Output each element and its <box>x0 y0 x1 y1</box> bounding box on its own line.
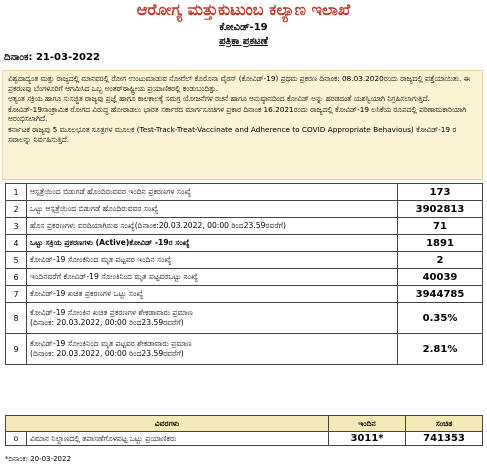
header-today: ಇಂದಿನ <box>329 416 406 432</box>
table-row <box>6 432 483 446</box>
table-row <box>6 303 483 334</box>
row-value: 0.35% <box>398 303 483 334</box>
row-description: ಇಂದಿನವರೆಗೆ ಕೋವಿಡ್-19 ಸೋಂಕಿನಿಂದ ಮೃತ ಪಟ್ಟವರಒಟ್ಟು ಸಂಖ್ಯೆ <box>27 269 398 286</box>
row-description: ಒಟ್ಟು ಆಸ್ಪತ್ರೆಯಿಂದ ಬಿಡುಗಡೆ ಹೊಂದಿರುವವರ ಸಂಖ್ಯೆ <box>27 201 398 218</box>
row-description-date: (ದಿನಾಂಕ: 20.03.2022, 00:00 ರಿಂದ23.59ರವರೆಗೆ) <box>30 318 184 327</box>
row-value: 3944785 <box>398 286 483 303</box>
row-value: 40039 <box>398 269 483 286</box>
row-description: ಕೋವಿಡ್-19 ಖಚಿತ ಪ್ರಕರಣಗಳ ಒಟ್ಟು ಸಂಖ್ಯೆ <box>27 286 398 303</box>
row-value: 173 <box>398 184 483 201</box>
row-description-main: ಕೋವಿಡ್-19 ಸೋಂಕಿನ ಖಚಿತ ಪ್ರಕರಣಗಳ ಶೇಕಡಾವಾರು ಪ್ರಮಾಣ <box>30 308 193 317</box>
row-value: 1891 <box>398 235 483 252</box>
row-number: 9 <box>6 334 27 365</box>
table-header-row <box>6 416 483 432</box>
table-row <box>6 201 483 218</box>
row-number: o <box>6 432 27 446</box>
release-date: ದಿನಾಂಕ: 21-03-2022 <box>4 52 100 63</box>
table-row <box>6 286 483 303</box>
row-description: ಒಟ್ಟು ಸಕ್ರಿಯ ಪ್ರಕರಣಗಳು (Active)ಕೋವಿಡ್ -19ರ ಸಂಖ್ಯೆ <box>27 235 398 252</box>
row-value: 2.81% <box>398 334 483 365</box>
row-description <box>27 303 398 334</box>
bulletin-paragraph-3: ಕೋವಿಡ್-19ಸಾಂಕ್ರಾಮಿಕ ರೋಗದ ವಿರುದ್ಧ ಹೋರಾಡಲು ಭಾರತ ಸರ್ಕಾರದ ಮಾರ್ಗಸೂಚಿಗಳ ಪ್ರಕಾರ ದಿನಾಂಕ 16.2021ರಂದು ರಾಜ್ಯದಲ್ಲಿ ಕೋವಿಡ್-19 ಲಸಿಕೆಯ ರೂಪದಲ್ಲಿ ಪರಿಣಾಮಕಾರಿಯಾಗಿ ಆರಂಭಿಸಲಾಗಿದೆ. <box>8 104 467 124</box>
row-value: 71 <box>398 218 483 235</box>
table-row <box>6 235 483 252</box>
row-number: 7 <box>6 286 27 303</box>
intro-bulletin <box>2 70 483 180</box>
row-description <box>27 334 398 365</box>
row-number: 2 <box>6 201 27 218</box>
press-release-heading: ಪತ್ರಿಕಾ ಪ್ರಕಟಣೆ <box>219 36 268 47</box>
row-description: ವಿಮಾನ ನಿಲ್ದಾಣದಲ್ಲಿ ತಪಾಸಣೆಗೊಳಪಟ್ಟ ಒಟ್ಟು ಪ್ರಯಾಣಿಕರು <box>27 432 329 446</box>
today-value: 3011* <box>329 432 406 446</box>
airport-screening-table <box>5 415 483 446</box>
row-number: 3 <box>6 218 27 235</box>
department-title: ಆರೋಗ್ಯ ಮತ್ತುಕುಟುಂಬ ಕಲ್ಯಾಣ ಇಲಾಖೆ <box>136 0 351 19</box>
table-row <box>6 252 483 269</box>
header-cumulative: ಸಂಚಿತ <box>406 416 483 432</box>
row-number: 8 <box>6 303 27 334</box>
table-row <box>6 334 483 365</box>
row-value: 3902813 <box>398 201 483 218</box>
row-description-date: (ದಿನಾಂಕ: 20.03.2022, 00:00 ರಿಂದ23.59ರವರೆಗೆ) <box>30 349 184 358</box>
row-value: 2 <box>398 252 483 269</box>
row-number: 4 <box>6 235 27 252</box>
row-number: 6 <box>6 269 27 286</box>
cumulative-value: 741353 <box>406 432 483 446</box>
row-description-main: ಕೋವಿಡ್-19 ಸೋಂಕಿನಿಂದ ಮೃತ ಪಟ್ಟವರ ಶೇಕಡಾವಾರು ಪ್ರಮಾಣ <box>30 339 192 348</box>
covid-stats-table <box>5 183 483 365</box>
covid-subtitle: ಕೋವಿಡ್-19 <box>219 22 268 33</box>
table-row <box>6 218 483 235</box>
row-description: ಕೋವಿಡ್-19 ಸೋಂಕಿನಿಂದ ಮೃತ ಪಟ್ಟವರ ಇಂದಿನ ಸಂಖ್ಯೆ <box>27 252 398 269</box>
bulletin-paragraph-4: ಕರ್ನಾಟಕ ರಾಜ್ಯವು 5 ಮೂಲಭೂತ ಸೂತ್ರಗಳ ಮೂಲಕ (Test-Track-Treat-Vaccinate and Adherence to COVID Appropriate Behavious) ಕೋವಿಡ್-19 ರ ಸವಾಲನ್ನು ನಿರ್ವಹಿಸುತ್ತಿದೆ. <box>8 124 457 144</box>
table-row <box>6 269 483 286</box>
header-details: ವಿವರಗಳು <box>6 416 329 432</box>
table-row <box>6 184 483 201</box>
bulletin-paragraph-2: ಅತ್ಯಂತ ಸಕ್ರಿಯ ಹಾಗೂ ಸುಸಜ್ಜಿತ ರಾಜ್ಯವು ಪ್ರಜ್ಞೆ ಹಾಗೂ ಕಾಲಕಾಲಕ್ಕೆ ಸಮಗ್ರ ಯೋಜನೆಗಳ ರಚನೆ ಹಾಗೂ ಅನುಷ್ಠಾನದಿಂದ ಕೋವಿಡ್ ಅನ್ನು ಹರಡದಂತೆ ಯಶಸ್ವಿಯಾಗಿ ನಿಗ್ರಹಿಸಲಾಗುತ್ತಿದೆ. <box>8 94 430 104</box>
row-number: 5 <box>6 252 27 269</box>
footnote: *ದಿನಾಂಕ: 20-03-2022 <box>5 455 71 463</box>
bulletin-paragraph-1: ವಿಶ್ವದಾದ್ಯಂತ ಮತ್ತು ರಾಜ್ಯದಲ್ಲಿ ಮಾನವರಲ್ಲಿ ರೋಗ ಉಂಟುಮಾಡುವ ನೋವೆಲ್ ಕೊರೊನಾ ವೈರಸ್ (ಕೋವಿಡ್-19) ಪ್ರಥಮ ಪ್ರಕರಣ ದಿನಾಂಕ: 08.03.2020ರಂದು ರಾಜ್ಯದಲ್ಲಿ ಪತ್ತೆಯಾಯಿತು. ಈ ಪ್ರಕರಣವು ಬೆಂಗಳೂರಿಗೆ ಆಗಮಿಸಿದ ಒಬ್ಬ ಅಂತರ್‌ರಾಷ್ಟ್ರೀಯ ಪ್ರಯಾಣಿಕರಲ್ಲಿ ಕಂಡುಬಂದಿತ್ತು. <box>8 74 470 93</box>
row-number: 1 <box>6 184 27 201</box>
row-description: ಆಸ್ಪತ್ರೆಯಿಂದ ಬಿಡುಗಡೆ ಹೊಂದಿರುವವರ ಇಂದಿನ ಪ್ರಕರಣಗಳ ಸಂಖ್ಯೆ <box>27 184 398 201</box>
row-description: ಹೊಸ ಪ್ರಕರಣಗಳು ವರದಿಯಾಗಿರುವ ಸಂಖ್ಯೆ(ದಿನಾಂಕ:20.03.2022, 00:00 ರಿಂದ23.59ರವರೆಗೆ) <box>27 218 398 235</box>
